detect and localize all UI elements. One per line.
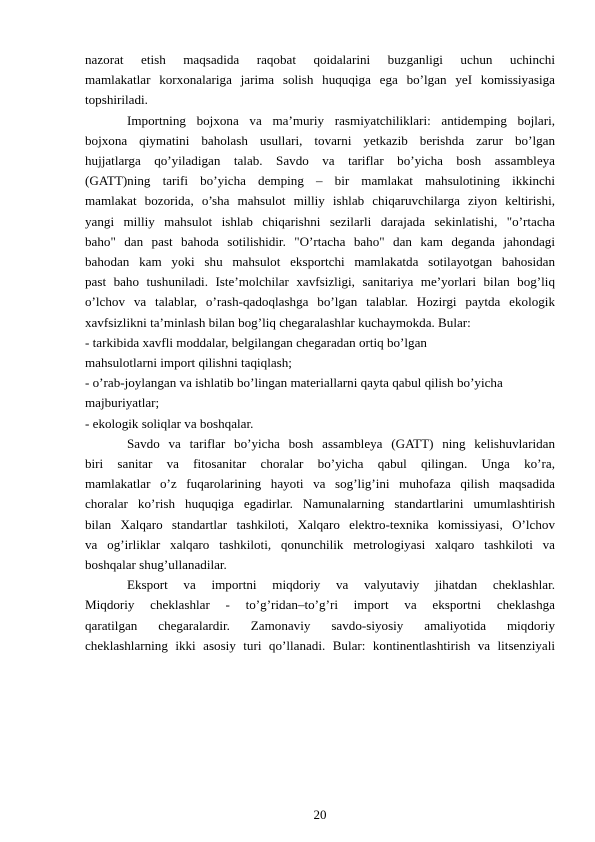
text-line: yangi milliy mahsulot ishlab chiqarishni sezilarli darajada sekinlatishi, "o’rtacha — [85, 213, 555, 229]
text-line: mamlakat bozorida, o’sha mahsulot milliy ishlab chiqaruvchilarga ziyon keltirishi, — [85, 193, 555, 209]
text-line: Savdo va tariflar bo’yicha bosh assambleya (GATT) ning kelishuvlaridan — [127, 435, 555, 451]
text-line: Eksport va importni miqdoriy va valyutaviy jihatdan cheklashlar. — [127, 577, 555, 593]
text-line: mamlakatlar o’z fuqarolarining hayoti va sog’lig’ini muhofaza qilish maqsadida — [85, 476, 555, 492]
text-line: mamlakatlar korxonalariga jarima solish huquqiga ega bo’lgan yeI komissiyasiga — [85, 72, 555, 88]
text-line: past baho tushuniladi. Iste’molchilar xavfsizligi, sanitariya me’yorlari bilan bog’liq — [85, 274, 555, 290]
text-line: hujjatlarga qo’yiladigan talab. Savdo va tariflar bo’yicha bosh assambleya — [85, 153, 555, 169]
text-line: qaratilgan chegaralardir. Zamonaviy savdo-siyosiy amaliyotida miqdoriy — [85, 617, 555, 633]
text-line: o’lchov va talablar, o’rash-qadoqlashga bo’lgan talablar. Hozirgi paytda ekologik — [85, 294, 555, 310]
text-line: xavfsizlikni ta’minlash bilan bog’liq chegaralashlar kuchaymokda. Bular: — [85, 314, 471, 330]
text-line: bahodan kam yoki shu mahsulot eksportchi mamlakatda sotilayotgan bahosidan — [85, 254, 555, 270]
text-line: topshiriladi. — [85, 92, 148, 108]
page-number: 20 — [313, 807, 327, 822]
text-line: cheklashlarning ikki asosiy turi qo’llanadi. Bular: kontinentlashtirish va litsenziyali — [85, 637, 555, 653]
text-line: nazorat etish maqsadida raqobat qoidalarini buzganligi uchun uchinchi — [85, 52, 555, 67]
text-line: - o’rab-joylangan va ishlatib bo’lingan materiallarni qayta qabul qilish bo’yicha — [85, 375, 503, 391]
text-line: (GATT)ning tarifi bo’yicha demping – bir mamlakat mahsulotining ikkinchi — [85, 173, 555, 189]
text-line: mahsulotlarni import qilishni taqiqlash; — [85, 355, 292, 371]
text-line: bojxona qiymatini baholash usullari, tovarni yetkazib berishda zarur bo’lgan — [85, 132, 555, 148]
text-line: - ekologik soliqlar va boshqalar. — [85, 415, 254, 431]
text-line: boshqalar shug’ullanadilar. — [85, 557, 227, 573]
text-line: biri sanitar va fitosanitar choralar bo’yicha qabul qilingan. Unga ko’ra, — [85, 456, 555, 472]
body-text — [85, 50, 555, 656]
text-line: choralar ko’rish huquqiga egadirlar. Namunalarning standartlarini umumlashtirish — [85, 496, 555, 512]
text-line: bilan Xalqaro standartlar tashkiloti, Xalqaro elektro-texnika komissiyasi, O’lchov — [85, 516, 555, 532]
text-line: Miqdoriy cheklashlar - to’g’ridan–to’g’ri import va eksportni cheklashga — [85, 597, 555, 613]
text-line: Importning bojxona va ma’muriy rasmiyatchiliklari: antidemping bojlari, — [127, 112, 555, 128]
text-line: - tarkibida xavfli moddalar, belgilangan chegaradan ortiq bo’lgan — [85, 334, 427, 350]
text-line: majburiyatlar; — [85, 395, 160, 411]
text-line: baho" dan past bahoda sotilishidir. "O’rtacha baho" dan kam deganda jahondagi — [85, 233, 555, 249]
text-line: va og’irliklar xalqaro tashkiloti, qonunchilik metrologiyasi xalqaro tashkiloti va — [85, 536, 555, 552]
